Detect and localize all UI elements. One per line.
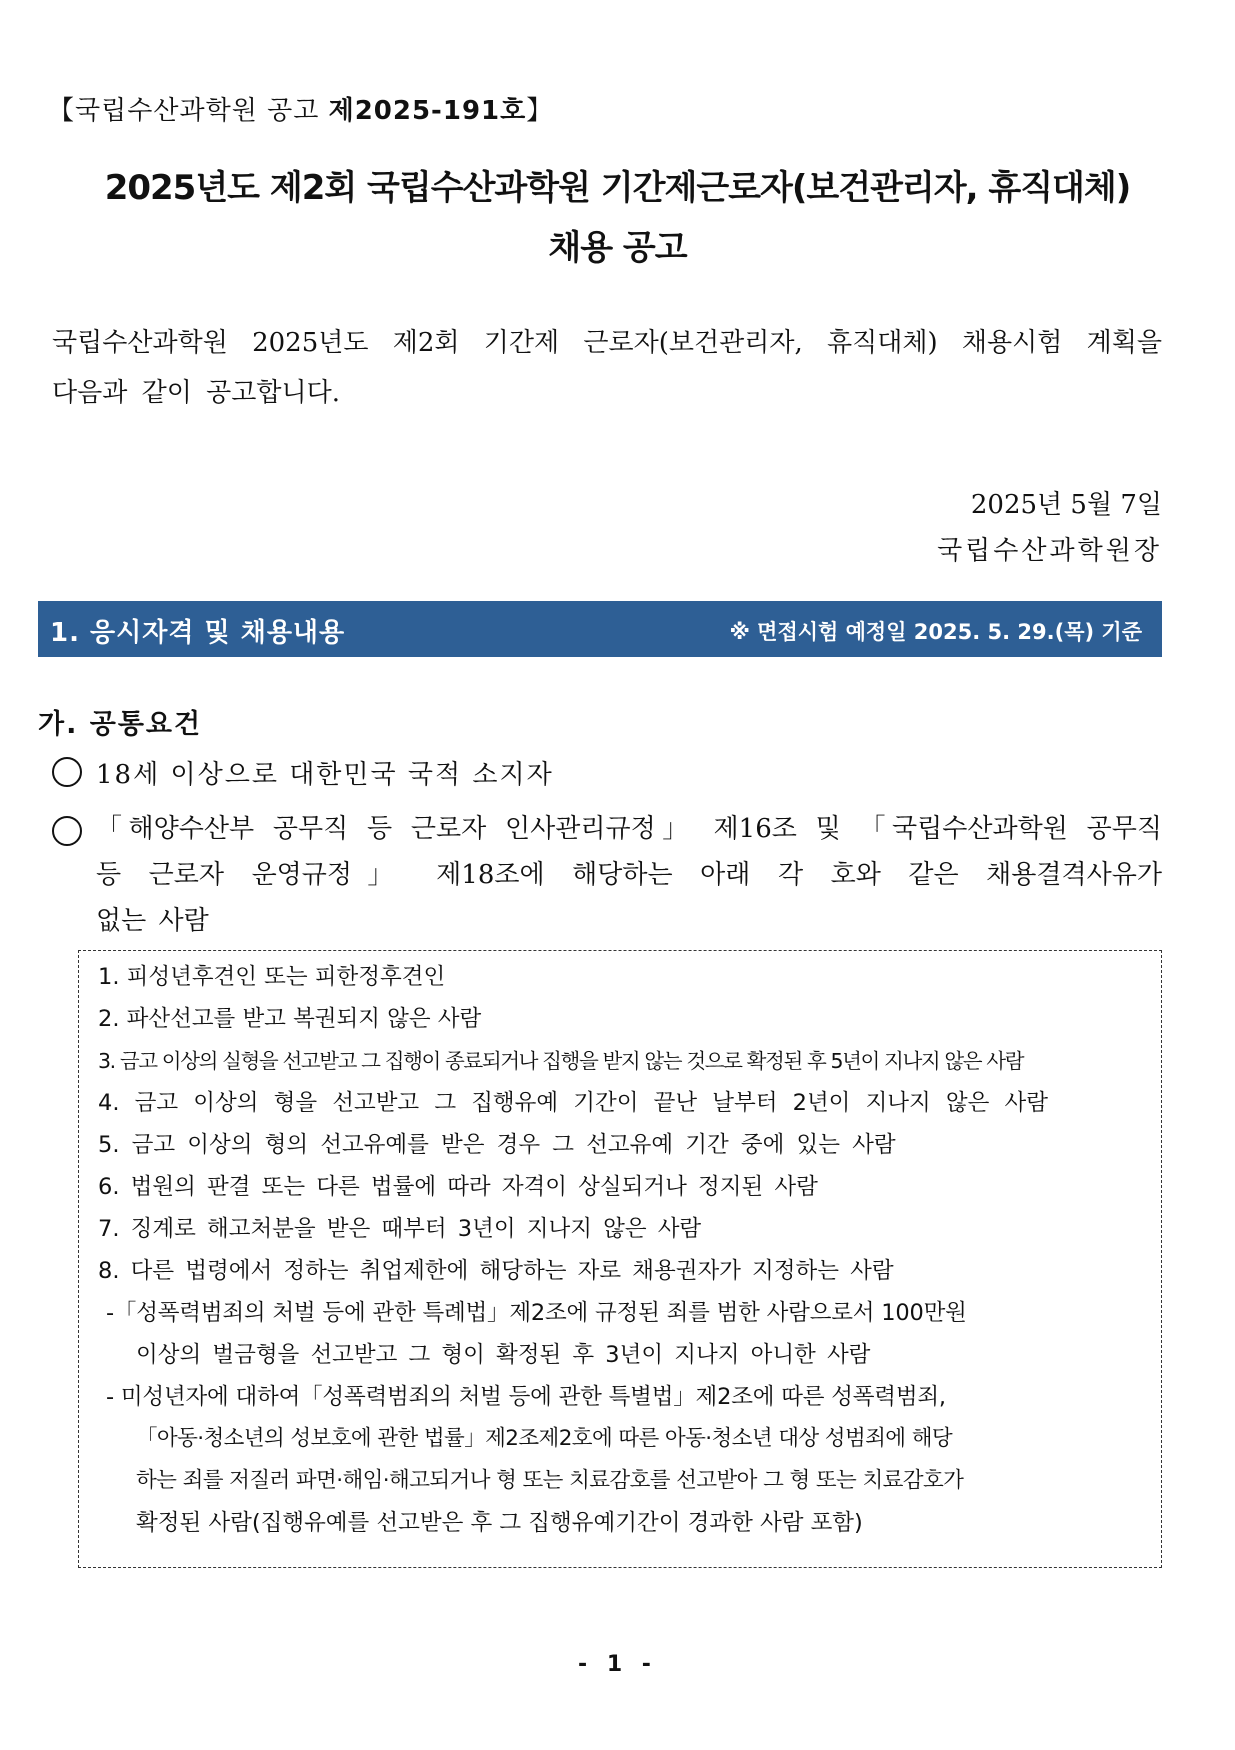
disqualification-subitem-cont: 「아동·청소년의 성보호에 관한 법률」제2조제2호에 따른 아동·청소년 대상 성범죄에 해당 [136, 1426, 953, 1451]
subsection-title: 가. 공통요건 [38, 709, 203, 740]
disqualification-item: 6. 법원의 판결 또는 다른 법률에 따라 자격이 상실되거나 정지된 사람 [98, 1174, 818, 1200]
disqualification-subitem-cont: 확정된 사람(집행유예를 선고받은 후 그 집행유예기간이 경과한 사람 포함) [136, 1510, 863, 1536]
requirement-text-line: 등 근로자 운영규정」 제18조에 해당하는 아래 각 호와 같은 채용결격사유가 [96, 860, 1162, 890]
section-header-bar [38, 601, 1162, 657]
section-title: 1. 응시자격 및 채용내용 [50, 618, 346, 648]
circle-bullet-icon [52, 816, 82, 846]
requirement-text-line: 「해양수산부 공무직 등 근로자 인사관리규정」 제16조 및 「국립수산과학원 공무직 [96, 814, 1162, 844]
announcement-date: 2025년 5월 7일 [970, 490, 1162, 520]
disqualification-item: 7. 징계로 해고처분을 받은 때부터 3년이 지나지 않은 사람 [98, 1216, 702, 1242]
requirement-text-line: 없는 사람 [96, 906, 209, 936]
intro-paragraph-line2: 다음과 같이 공고합니다. [52, 378, 340, 408]
disqualification-item: 8. 다른 법령에서 정하는 취업제한에 해당하는 자로 채용권자가 지정하는 사람 [98, 1258, 894, 1284]
disqualification-subitem: - 미성년자에 대하여「성폭력범죄의 처벌 등에 관한 특별법」제2조에 따른 성폭력범죄, [106, 1384, 946, 1410]
disqualification-item: 4. 금고 이상의 형을 선고받고 그 집행유예 기간이 끝난 날부터 2년이 지나지 않은 사람 [98, 1090, 1049, 1116]
page-number: - 1 - [578, 1652, 657, 1677]
section-note: ※ 면접시험 예정일 2025. 5. 29.(목) 기준 [729, 620, 1142, 644]
document-title-line2: 채용 공고 [548, 228, 687, 268]
circle-bullet-icon [52, 757, 82, 787]
notice-number-value: 제2025-191호 [328, 96, 527, 126]
disqualification-item: 2. 파산선고를 받고 복권되지 않은 사람 [98, 1006, 482, 1032]
disqualification-item: 5. 금고 이상의 형의 선고유예를 받은 경우 그 선고유예 기간 중에 있는 사람 [98, 1132, 896, 1158]
disqualification-item: 3. 금고 이상의 실형을 선고받고 그 집행이 종료되거나 집행을 받지 않는 것으로 확정된 후 5년이 지나지 않은 사람 [98, 1049, 1024, 1073]
document-title-line1: 2025년도 제2회 국립수산과학원 기간제근로자(보건관리자, 휴직대체) [104, 168, 1131, 208]
intro-paragraph-line1: 국립수산과학원 2025년도 제2회 기간제 근로자(보건관리자, 휴직대체) 채용시험 계획을 [52, 328, 1162, 358]
requirement-bullet [52, 752, 554, 798]
issuer-name: 국립수산과학원장 [937, 536, 1162, 566]
notice-number-suffix: 】 [526, 96, 554, 126]
notice-number [48, 90, 553, 127]
requirement-text: 18세 이상으로 대한민국 국적 소지자 [96, 760, 554, 790]
disqualification-item: 1. 피성년후견인 또는 피한정후견인 [98, 964, 446, 990]
disqualification-subitem-cont: 하는 죄를 저질러 파면·해임·해고되거나 형 또는 치료감호를 선고받아 그 형 또는 치료감호가 [136, 1468, 964, 1493]
requirement-bullet [52, 806, 1162, 944]
disqualification-subitem: -「성폭력범죄의 처벌 등에 관한 특례법」제2조에 규정된 죄를 범한 사람으로서 100만원 [106, 1300, 967, 1326]
requirement-text [96, 806, 1162, 944]
notice-number-prefix: 【국립수산과학원 공고 [48, 96, 329, 126]
disqualification-subitem-cont: 이상의 벌금형을 선고받고 그 형이 확정된 후 3년이 지나지 아니한 사람 [136, 1342, 871, 1368]
